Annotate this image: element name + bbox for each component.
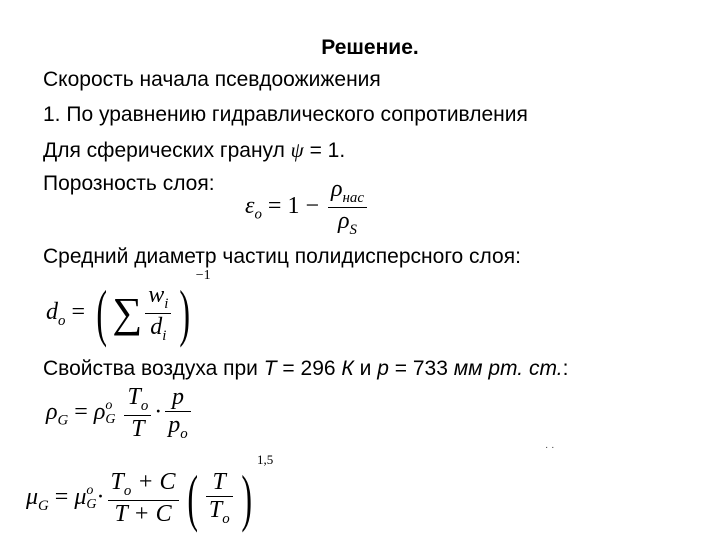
air-p: р — [377, 357, 389, 380]
density-lhs-sub: G — [57, 412, 69, 429]
diameter-den-sub: i — [162, 327, 167, 344]
density-f1-num: T — [127, 384, 141, 410]
porosity-den-sub: S — [349, 221, 357, 238]
air-T: T — [263, 357, 277, 380]
viscosity-f1-num-sub: o — [123, 482, 132, 499]
air-mid2: и — [359, 357, 372, 380]
viscosity-f1-num-rest: + C — [137, 469, 176, 496]
viscosity-fraction-2 — [206, 469, 233, 528]
viscosity-mu0-sup: o — [86, 483, 94, 499]
diameter-close-paren: ) — [179, 277, 191, 349]
spherical-prefix: Для сферических гранул — [43, 139, 285, 162]
diameter-num: w — [148, 282, 165, 309]
psi-symbol: ψ — [290, 138, 304, 162]
viscosity-formula — [26, 452, 273, 535]
density-fraction-T — [124, 384, 151, 443]
air-K: К — [341, 357, 354, 380]
density-lhs: ρ — [46, 398, 58, 425]
density-rho0: ρ — [93, 398, 106, 425]
porosity-formula — [245, 176, 370, 239]
viscosity-mu0: μ — [74, 484, 87, 510]
viscosity-open-paren: ( — [186, 462, 198, 534]
heading: Решение. — [321, 36, 419, 59]
density-f2-den: p — [168, 412, 181, 438]
air-mid3: = 733 — [394, 357, 448, 380]
viscosity-dot: · — [96, 484, 105, 510]
air-mid1: = 296 — [282, 357, 336, 380]
porosity-num: ρ — [330, 176, 343, 202]
diameter-power: −1 — [195, 268, 211, 283]
porosity-fraction — [328, 176, 367, 239]
diameter-open-paren: ( — [96, 277, 107, 349]
viscosity-power: 1,5 — [256, 452, 274, 467]
porosity-lhs: ε — [245, 192, 255, 219]
text-line-diameter: Средний диаметр частиц полидисперсного слоя: — [43, 245, 521, 268]
sum-symbol: ∑ — [112, 290, 143, 337]
density-f2-den-sub: o — [180, 425, 188, 442]
viscosity-f1-num: T — [110, 469, 124, 496]
air-prefix: Свойства воздуха при — [43, 357, 258, 380]
diameter-den: d — [150, 313, 163, 340]
density-f1-num-sub: o — [140, 397, 149, 414]
text-line-equation: 1. По уравнению гидравлического сопротивления — [43, 103, 528, 126]
diameter-formula — [46, 268, 211, 350]
diameter-lhs: d — [46, 299, 58, 325]
viscosity-f2-den-sub: o — [222, 510, 230, 527]
porosity-eq: = 1 − — [267, 192, 319, 219]
viscosity-lhs: μ — [26, 484, 39, 510]
air-units: мм рт. ст. — [453, 357, 563, 380]
porosity-den: ρ — [337, 207, 350, 234]
stray-mark: · · — [545, 442, 555, 453]
porosity-num-sub: нас — [342, 189, 364, 206]
density-dot: · — [154, 398, 163, 425]
viscosity-lhs-sub: G — [38, 497, 49, 514]
viscosity-eq: = — [54, 484, 69, 510]
density-rho0-sup: o — [105, 398, 113, 414]
viscosity-fraction-1 — [108, 469, 179, 528]
air-end: : — [562, 357, 569, 380]
text-line-air-properties — [43, 357, 568, 381]
spherical-suffix: = 1. — [309, 139, 346, 162]
viscosity-f2-den: T — [208, 497, 223, 524]
diameter-eq: = — [71, 299, 85, 325]
text-line-porosity: Порозность слоя: — [43, 172, 215, 195]
density-formula — [46, 384, 194, 443]
density-f2-num: p — [172, 384, 184, 410]
text-line-spherical — [43, 138, 345, 163]
density-rho0-sub: G — [105, 412, 116, 428]
viscosity-f1-den: T + C — [114, 500, 172, 527]
density-f1-den: T — [131, 415, 145, 442]
diameter-fraction — [145, 282, 171, 345]
text-line-speed: Скорость начала псевдоожижения — [43, 68, 381, 91]
viscosity-mu0-sub: G — [86, 497, 97, 513]
density-fraction-p — [165, 384, 190, 443]
diameter-lhs-sub: o — [58, 312, 66, 329]
porosity-lhs-sub: o — [254, 206, 262, 223]
viscosity-close-paren: ) — [240, 462, 252, 534]
viscosity-f2-num: T — [212, 469, 226, 496]
diameter-num-sub: i — [164, 295, 169, 312]
density-eq: = — [74, 398, 88, 425]
